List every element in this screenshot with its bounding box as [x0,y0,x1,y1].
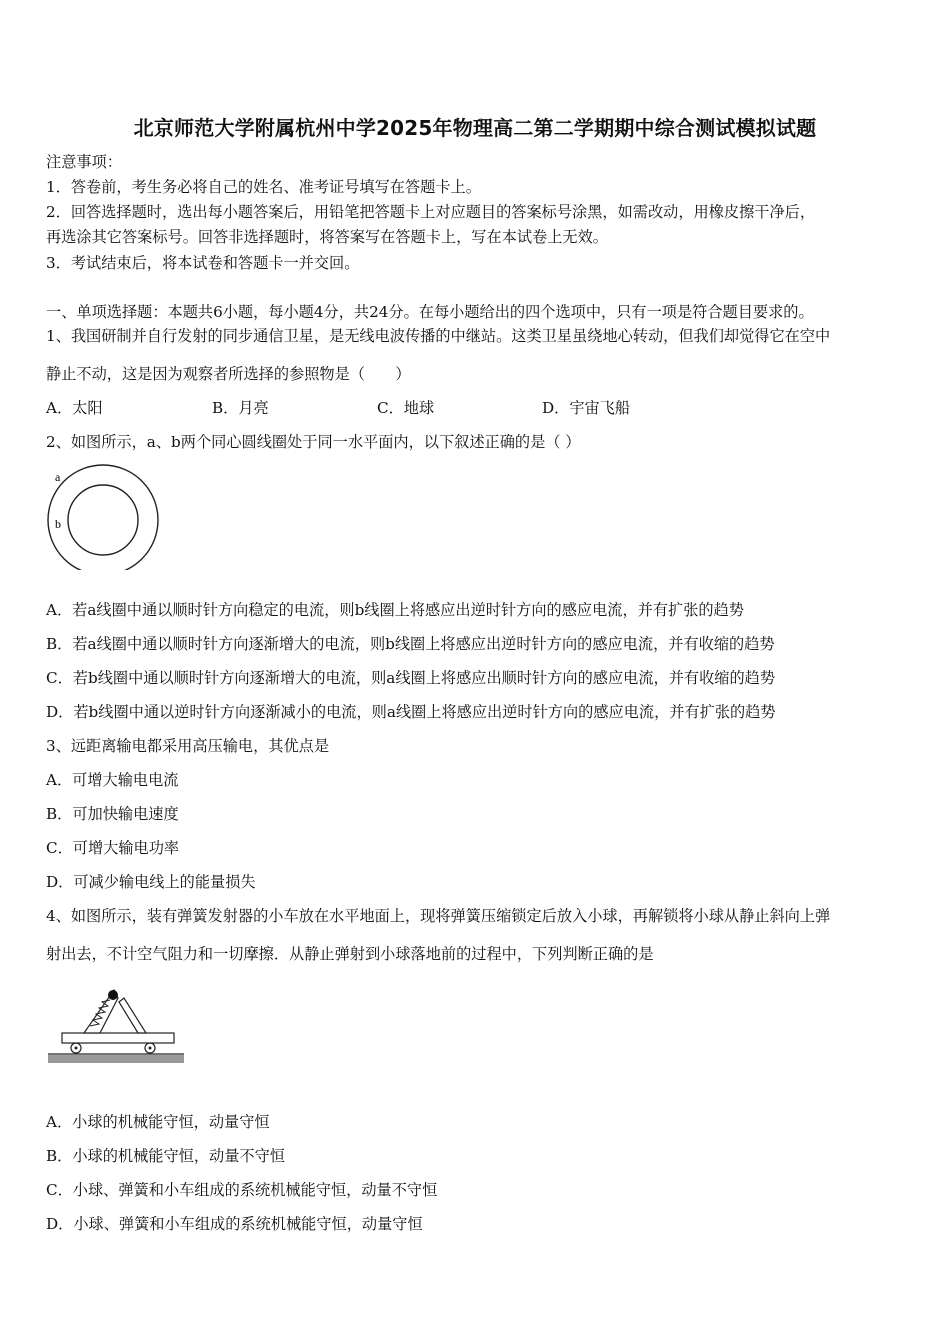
notice-item-3: 3．考试结束后，将本试卷和答题卡一并交回。 [46,254,360,272]
q1-option-b[interactable]: B．月亮 [212,399,269,417]
q3-stem: 3、远距离输电都采用高压输电，其优点是 [46,737,330,755]
coil-b-label: b [55,517,61,531]
q1-option-a[interactable]: A．太阳 [46,399,103,417]
coil-a-label: a [55,470,61,484]
cart-body [62,1033,174,1043]
q1-stem-line2: 静止不动，这是因为观察者所选择的参照物是（ ） [46,365,411,383]
q3-option-d[interactable]: D．可减少输电线上的能量损失 [46,873,256,891]
coil-a-circle [48,465,158,570]
q4-stem-line2: 射出去，不计空气阻力和一切摩擦．从静止弹射到小球落地前的过程中，下列判断正确的是 [46,945,654,963]
section-heading: 一、单项选择题：本题共6小题，每小题4分，共24分。在每小题给出的四个选项中，只有一项是符合题目要求的。 [46,303,814,321]
q4-stem-line1: 4、如图所示，装有弹簧发射器的小车放在水平地面上，现将弹簧压缩锁定后放入小球，再解锁将小球从静止斜向上弹 [46,907,831,925]
q3-option-a[interactable]: A．可增大输电电流 [46,771,179,789]
ball [108,990,118,1000]
q3-option-c[interactable]: C．可增大输电功率 [46,839,180,857]
q2-option-c[interactable]: C．若b线圈中通以顺时针方向逐渐增大的电流，则a线圈上将感应出顺时针方向的感应电流，并有收缩的趋势 [46,669,776,687]
notice-item-1: 1．答卷前，考生务必将自己的姓名、准考证号填写在答题卡上。 [46,178,481,196]
q2-stem: 2、如图所示，a、b两个同心圆线圈处于同一水平面内，以下叙述正确的是（ ） [46,433,581,451]
q2-option-b[interactable]: B．若a线圈中通以顺时针方向逐渐增大的电流，则b线圈上将感应出逆时针方向的感应电流，并有收缩的趋势 [46,635,775,653]
q1-options [46,398,746,418]
q4-option-d[interactable]: D．小球、弹簧和小车组成的系统机械能守恒，动量守恒 [46,1215,423,1233]
q4-option-c[interactable]: C．小球、弹簧和小车组成的系统机械能守恒，动量不守恒 [46,1181,438,1199]
q4-option-a[interactable]: A．小球的机械能守恒，动量守恒 [46,1113,270,1131]
notice-item-2: 2．回答选择题时，选出每小题答案后，用铅笔把答题卡上对应题目的答案标号涂黑，如需改动，用橡皮擦干净后， [46,203,816,221]
q1-option-d[interactable]: D．宇宙飞船 [542,399,631,417]
launcher-support [119,998,146,1033]
q3-option-b[interactable]: B．可加快输电速度 [46,805,179,823]
notice-heading: 注意事项： [46,153,122,171]
q2-option-a[interactable]: A．若a线圈中通以顺时针方向稳定的电流，则b线圈上将感应出逆时针方向的感应电流，并有扩张的趋势 [46,601,744,619]
coil-b-circle [68,485,138,555]
q1-option-c[interactable]: C．地球 [377,399,435,417]
page-title: 北京师范大学附属杭州中学2025年物理高二第二学期期中综合测试模拟试题 [133,116,817,140]
q2-option-d[interactable]: D．若b线圈中通以逆时针方向逐渐减小的电流，则a线圈上将感应出逆时针方向的感应电流，并有扩张的趋势 [46,703,776,721]
q1-stem-line1: 1、我国研制并自行发射的同步通信卫星，是无线电波传播的中继站。这类卫星虽绕地心转动，但我们却觉得它在空中 [46,327,831,345]
ground-hatch [48,1055,184,1063]
q2-concentric-coils-figure [44,462,164,570]
q4-option-b[interactable]: B．小球的机械能守恒，动量不守恒 [46,1147,285,1165]
q4-spring-cart-figure [44,978,188,1068]
notice-item-2-cont: 再选涂其它答案标号。回答非选择题时，将答案写在答题卡上，写在本试卷上无效。 [46,228,608,246]
